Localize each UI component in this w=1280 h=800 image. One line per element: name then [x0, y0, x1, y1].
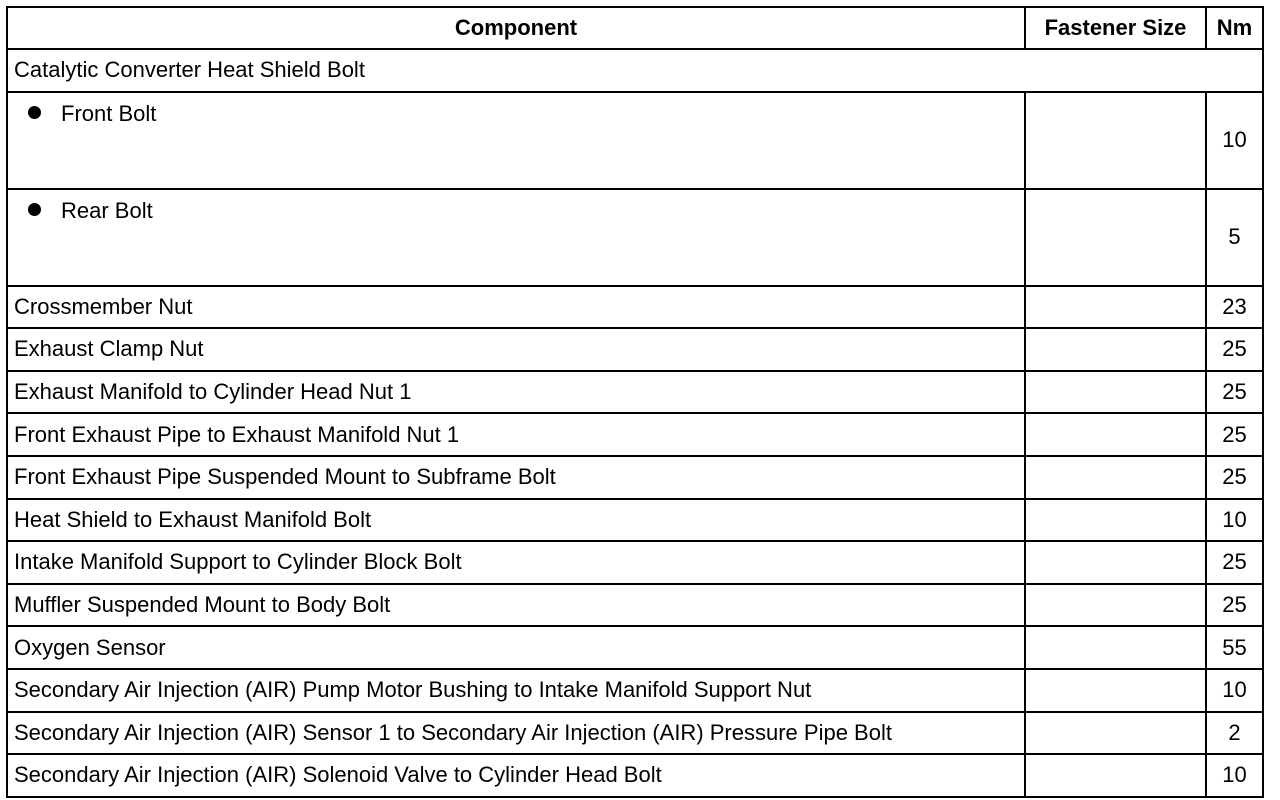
bullet-icon	[28, 203, 41, 216]
table-row	[7, 541, 1263, 584]
fastener-spec-table	[6, 6, 1264, 798]
row-nm: 25	[1206, 456, 1263, 499]
row-fastener-size	[1025, 541, 1206, 584]
group-item-label: Front Bolt	[61, 100, 157, 126]
row-component: Front Exhaust Pipe Suspended Mount to Subframe Bolt	[7, 456, 1025, 499]
row-nm: 25	[1206, 413, 1263, 456]
row-component: Secondary Air Injection (AIR) Pump Motor Bushing to Intake Manifold Support Nut	[7, 669, 1025, 712]
row-nm: 2	[1206, 712, 1263, 755]
row-fastener-size	[1025, 371, 1206, 414]
row-component: Heat Shield to Exhaust Manifold Bolt	[7, 499, 1025, 542]
table-row	[7, 371, 1263, 414]
table-row	[7, 413, 1263, 456]
table-row	[7, 754, 1263, 797]
row-fastener-size	[1025, 286, 1206, 329]
row-component: Exhaust Manifold to Cylinder Head Nut 1	[7, 371, 1025, 414]
table-row	[7, 456, 1263, 499]
group-item-component	[7, 92, 1025, 189]
row-nm: 10	[1206, 754, 1263, 797]
group-item-fastener-size	[1025, 189, 1206, 286]
row-nm: 10	[1206, 669, 1263, 712]
row-nm: 55	[1206, 626, 1263, 669]
group-item-fastener-size	[1025, 92, 1206, 189]
row-nm: 10	[1206, 499, 1263, 542]
group-item-row	[7, 92, 1263, 189]
row-fastener-size	[1025, 669, 1206, 712]
row-component: Oxygen Sensor	[7, 626, 1025, 669]
table-row	[7, 328, 1263, 371]
table-row	[7, 286, 1263, 329]
row-fastener-size	[1025, 413, 1206, 456]
group-item-component	[7, 189, 1025, 286]
header-nm: Nm	[1206, 7, 1263, 49]
table-row	[7, 669, 1263, 712]
row-fastener-size	[1025, 456, 1206, 499]
row-fastener-size	[1025, 328, 1206, 371]
row-nm: 23	[1206, 286, 1263, 329]
table-row	[7, 626, 1263, 669]
row-fastener-size	[1025, 499, 1206, 542]
group-item-row	[7, 189, 1263, 286]
row-component: Crossmember Nut	[7, 286, 1025, 329]
header-fastener-size: Fastener Size	[1025, 7, 1206, 49]
row-nm: 25	[1206, 541, 1263, 584]
group-header-row	[7, 49, 1263, 92]
table-row	[7, 499, 1263, 542]
table-row	[7, 584, 1263, 627]
group-item-label: Rear Bolt	[61, 197, 153, 223]
group-item-nm: 5	[1206, 189, 1263, 286]
row-nm: 25	[1206, 371, 1263, 414]
row-fastener-size	[1025, 584, 1206, 627]
row-component: Muffler Suspended Mount to Body Bolt	[7, 584, 1025, 627]
row-nm: 25	[1206, 584, 1263, 627]
row-fastener-size	[1025, 626, 1206, 669]
row-component: Front Exhaust Pipe to Exhaust Manifold Nut 1	[7, 413, 1025, 456]
row-fastener-size	[1025, 754, 1206, 797]
row-fastener-size	[1025, 712, 1206, 755]
header-row	[7, 7, 1263, 49]
bullet-icon	[28, 106, 41, 119]
row-component: Secondary Air Injection (AIR) Sensor 1 to Secondary Air Injection (AIR) Pressure Pipe Bolt	[7, 712, 1025, 755]
table-row	[7, 712, 1263, 755]
row-nm: 25	[1206, 328, 1263, 371]
header-component: Component	[7, 7, 1025, 49]
group-item-nm: 10	[1206, 92, 1263, 189]
group-label: Catalytic Converter Heat Shield Bolt	[7, 49, 1263, 92]
row-component: Intake Manifold Support to Cylinder Block Bolt	[7, 541, 1025, 584]
row-component: Secondary Air Injection (AIR) Solenoid Valve to Cylinder Head Bolt	[7, 754, 1025, 797]
row-component: Exhaust Clamp Nut	[7, 328, 1025, 371]
